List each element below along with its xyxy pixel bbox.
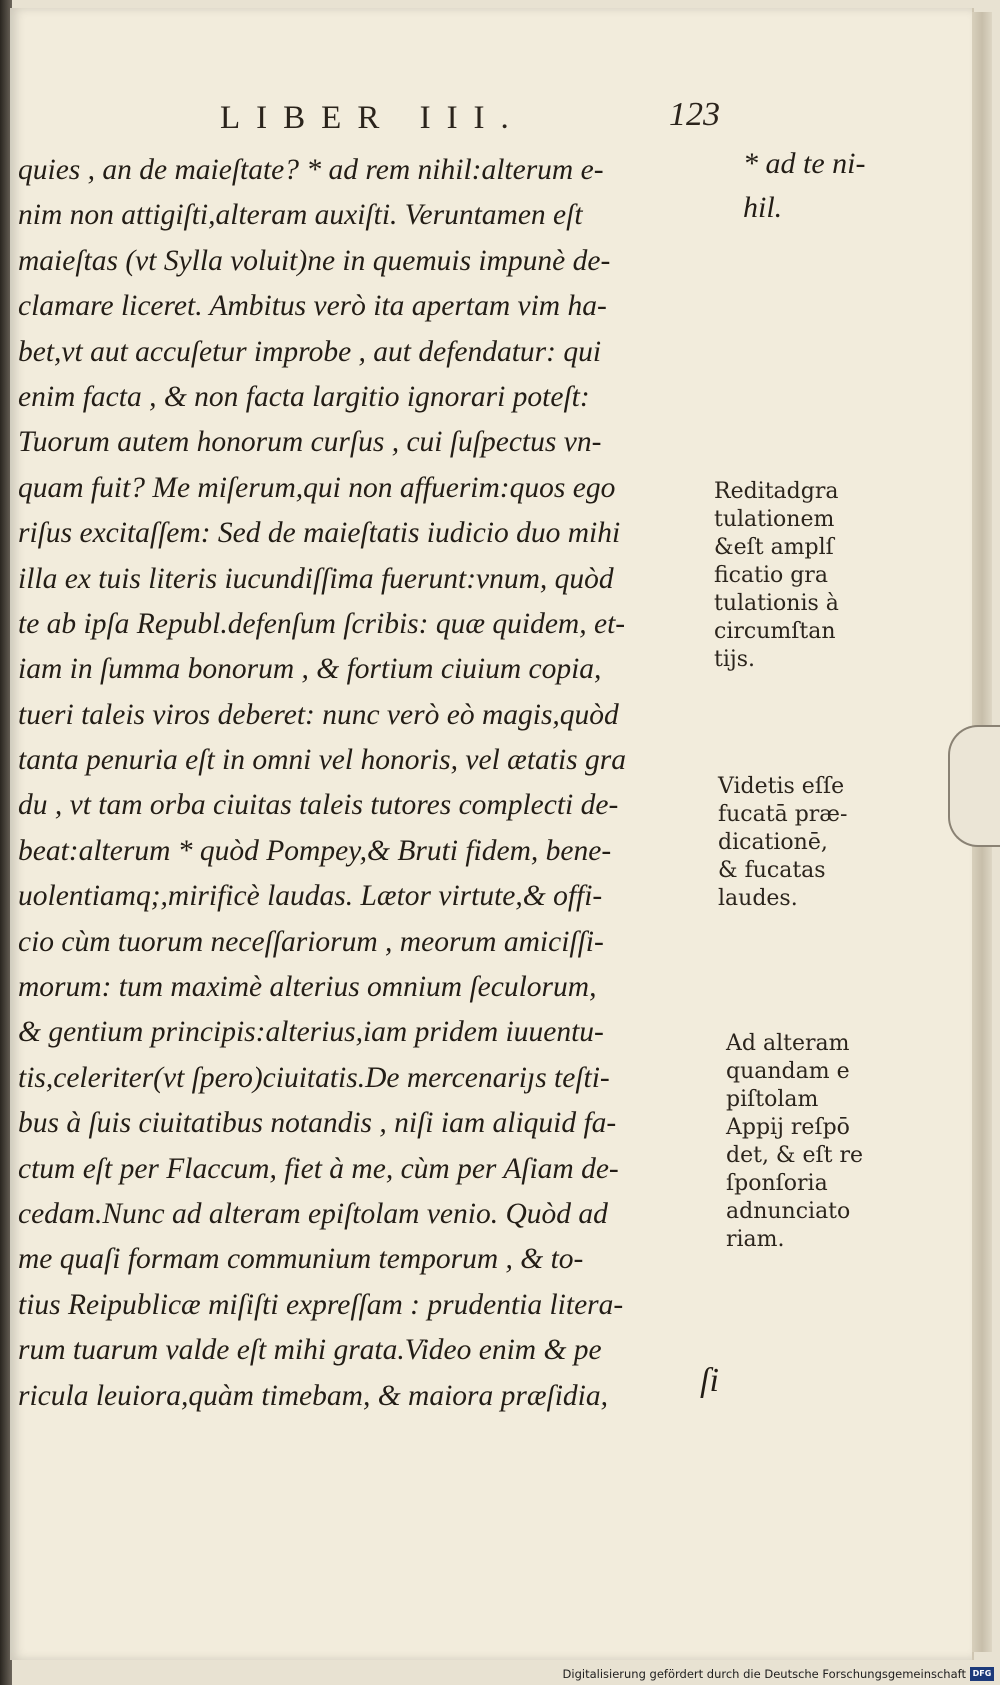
text-line: clamare liceret. Ambitus verò ita apertam vim ha- xyxy=(18,290,607,323)
marginal-note-line: det, & eſt re xyxy=(726,1143,864,1168)
text-line: rum tuarum valde eſt mihi grata.Video enim & pe xyxy=(18,1334,602,1367)
marginal-note-line: laudes. xyxy=(718,886,798,911)
text-line: cedam.Nunc ad alteram epiſtolam venio. Quòd ad xyxy=(18,1197,608,1230)
text-line: bus à ſuis ciuitatibus notandis , niſi iam aliquid fa- xyxy=(18,1107,617,1140)
footer-credit-text: Digitalisierung gefördert durch die Deutsche Forschungsgemeinschaft xyxy=(562,1667,966,1681)
marginal-note-line: piſtolam xyxy=(726,1087,819,1112)
text-line: Tuorum autem honorum curſus , cui ſuſpectus vn- xyxy=(18,426,602,459)
text-line: tanta penuria eſt in omni vel honoris, vel ætatis gra xyxy=(18,744,626,777)
text-line: tis,celeriter(vt ſpero)ciuitatis.De mercenariȷs teſti- xyxy=(18,1061,610,1094)
text-line: ricula leuiora,quàm timebam, & maiora præſidia, xyxy=(18,1379,608,1412)
marginal-note-fucata xyxy=(718,773,847,913)
marginal-note-line: Ad alteram xyxy=(726,1031,850,1056)
catchword: ſi xyxy=(700,1362,719,1399)
text-line: illa ex tuis literis iucundiſſima fuerunt:vnum, quòd xyxy=(18,562,614,595)
text-line: me quaſi formam communium temporum , & to- xyxy=(18,1243,584,1276)
marginal-note-line: Appij reſpō xyxy=(726,1115,850,1140)
text-line: iam in ſumma bonorum , & fortium ciuium copia, xyxy=(18,653,602,686)
marginal-note-line: quandam e xyxy=(726,1059,850,1084)
dfg-logo-icon: DFG xyxy=(970,1667,994,1681)
marginal-note-gratulation xyxy=(714,478,839,674)
footer-credit xyxy=(563,1665,994,1683)
text-line: nim non attigiſti,alteram auxiſti. Veruntamen eſt xyxy=(18,199,583,232)
marginal-note-line: Videtis eſſe xyxy=(718,774,845,799)
running-head xyxy=(200,96,720,142)
marginal-italic-line: * ad te ni- xyxy=(743,147,866,180)
marginal-note-line: tijs. xyxy=(714,647,755,672)
marginal-note-line: fucatā præ- xyxy=(718,802,848,827)
marginal-note-line: ſponſoria xyxy=(726,1171,828,1196)
text-line: bet,vt aut accuſetur improbe , aut defendatur: qui xyxy=(18,335,602,368)
text-line: beat:alterum * quòd Pompey,& Bruti fidem, bene- xyxy=(18,834,612,867)
text-line: du , vt tam orba ciuitas taleis tutores complecti de- xyxy=(18,789,619,822)
text-line: enim facta , & non facta largitio ignorari poteſt: xyxy=(18,380,590,413)
text-line: tius Reipublicæ miſiſti expreſſam : prudentia litera- xyxy=(18,1288,624,1321)
marginal-note-line: &eſt amplſ xyxy=(714,535,834,560)
text-line: maieſtas (vt Sylla voluit)ne in quemuis impunè de- xyxy=(18,244,611,277)
marginal-italic-note xyxy=(743,142,865,230)
text-line: riſus excitaſſem: Sed de maieſtatis iudicio duo mihi xyxy=(18,517,621,550)
text-line: quam fuit? Me miſerum,qui non affuerim:quos ego xyxy=(18,471,616,504)
text-line: morum: tum maximè alterius omnium ſeculorum, xyxy=(18,971,597,1004)
running-title: LIBER III. xyxy=(220,100,525,136)
marginal-note-line: tulationem xyxy=(714,507,835,532)
marginal-note-line: riam. xyxy=(726,1227,785,1252)
marginal-note-alteram xyxy=(726,1030,863,1254)
marginal-note-line: circumſtan xyxy=(714,619,836,644)
body-text xyxy=(18,148,738,1419)
marginal-note-line: ficatio gra xyxy=(714,563,828,588)
text-line: ctum eſt per Flaccum, fiet à me, cùm per Aſiam de- xyxy=(18,1152,619,1185)
marginal-italic-line: hil. xyxy=(743,191,783,224)
text-line: uolentiamq;,mirificè laudas. Lætor virtute,& offi- xyxy=(18,880,603,913)
text-line: quies , an de maieſtate? * ad rem nihil:alterum e- xyxy=(18,154,604,186)
text-line: te ab ipſa Republ.defenſum ſcribis: quæ quidem, et- xyxy=(18,607,626,640)
marginal-note-line: & fucatas xyxy=(718,858,826,883)
marginal-note-line: Reditadgra xyxy=(714,479,839,504)
text-line: tueri taleis viros deberet: nunc verò eò magis,quòd xyxy=(18,698,619,731)
marginal-note-line: dicationē, xyxy=(718,830,828,855)
marginal-note-line: adnunciato xyxy=(726,1199,851,1224)
text-line: cio cùm tuorum neceſſariorum , meorum amiciſſi- xyxy=(18,925,604,958)
page-tab-marker xyxy=(948,725,1000,847)
page-number: 123 xyxy=(669,96,720,133)
text-line: & gentium principis:alterius,iam pridem iuuentu- xyxy=(18,1016,604,1049)
marginal-note-line: tulationis à xyxy=(714,591,839,616)
